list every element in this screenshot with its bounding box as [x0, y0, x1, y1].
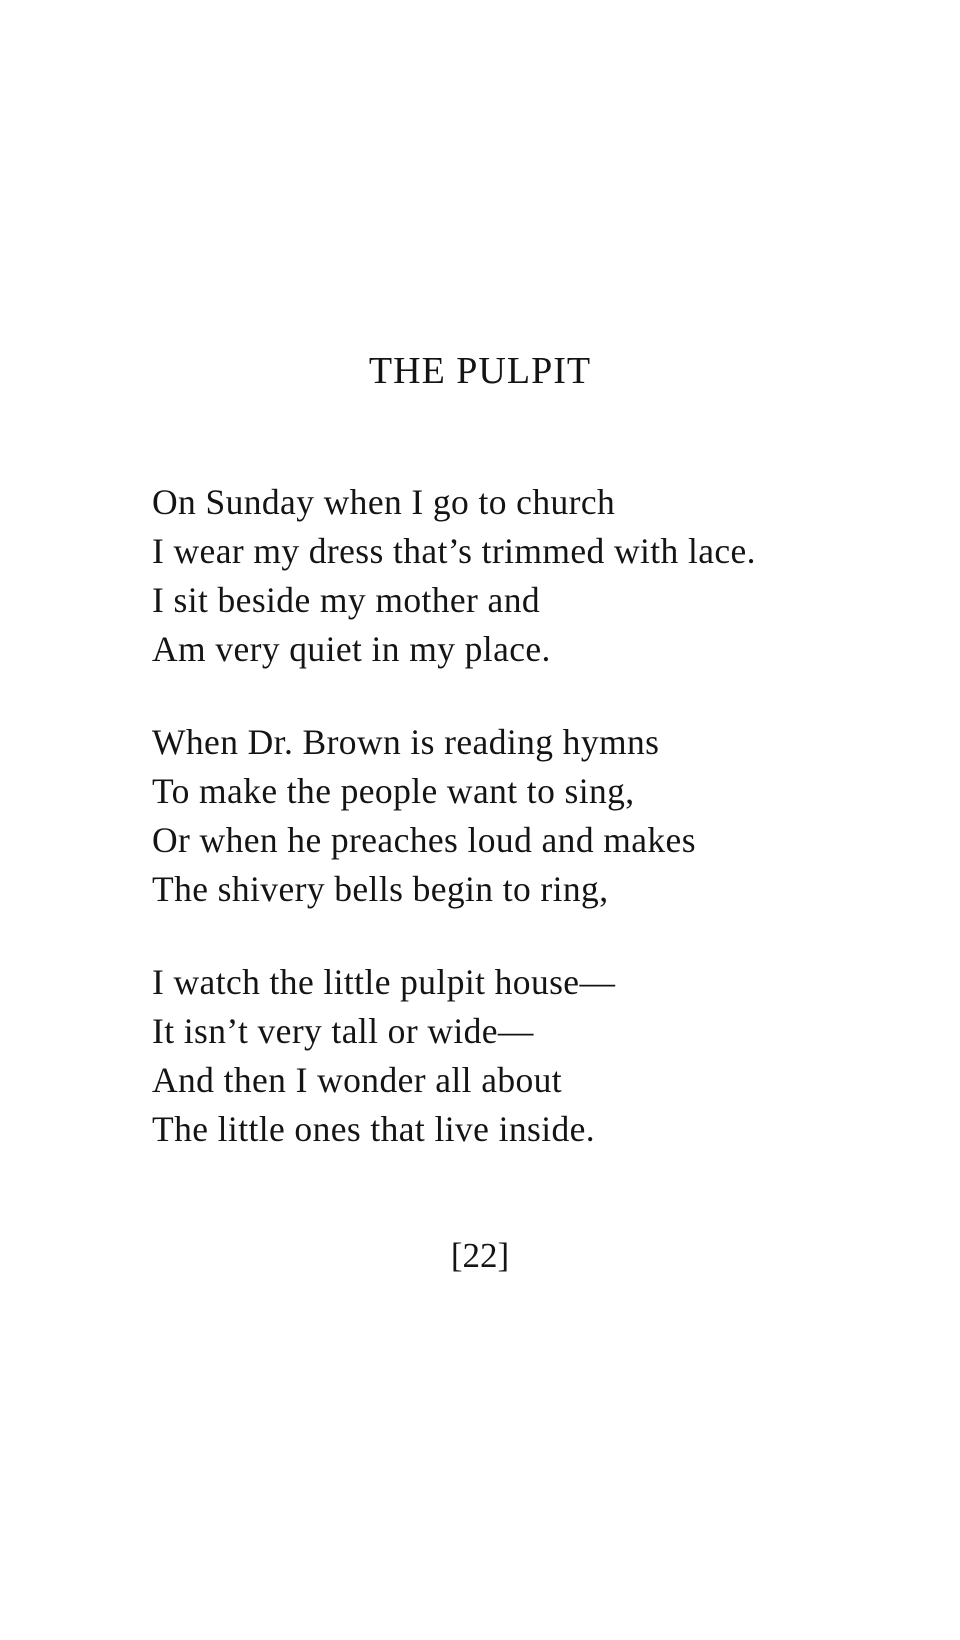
poem-line: Am very quiet in my place. — [152, 629, 551, 669]
poem-line: I wear my dress that’s trimmed with lace. — [152, 531, 756, 571]
poem-body — [152, 478, 912, 1198]
poem-line: To make the people want to sing, — [152, 771, 635, 811]
poem-line: It isn’t very tall or wide— — [152, 1011, 534, 1051]
stanza-2 — [152, 718, 912, 914]
page-number: [22] — [450, 1236, 510, 1275]
poem-line: I watch the little pulpit house— — [152, 962, 616, 1002]
stanza-1 — [152, 478, 912, 674]
poem-line: On Sunday when I go to church — [152, 482, 616, 522]
poem-line: I sit beside my mother and — [152, 580, 541, 620]
poem-line: The shivery bells begin to ring, — [152, 869, 609, 909]
poem-line: The little ones that live inside. — [152, 1109, 596, 1149]
poem-line: And then I wonder all about — [152, 1060, 563, 1100]
stanza-3 — [152, 958, 912, 1154]
poem-line: Or when he preaches loud and makes — [152, 820, 696, 860]
poem-line: When Dr. Brown is reading hymns — [152, 722, 660, 762]
poem-title: THE PULPIT — [368, 350, 592, 392]
